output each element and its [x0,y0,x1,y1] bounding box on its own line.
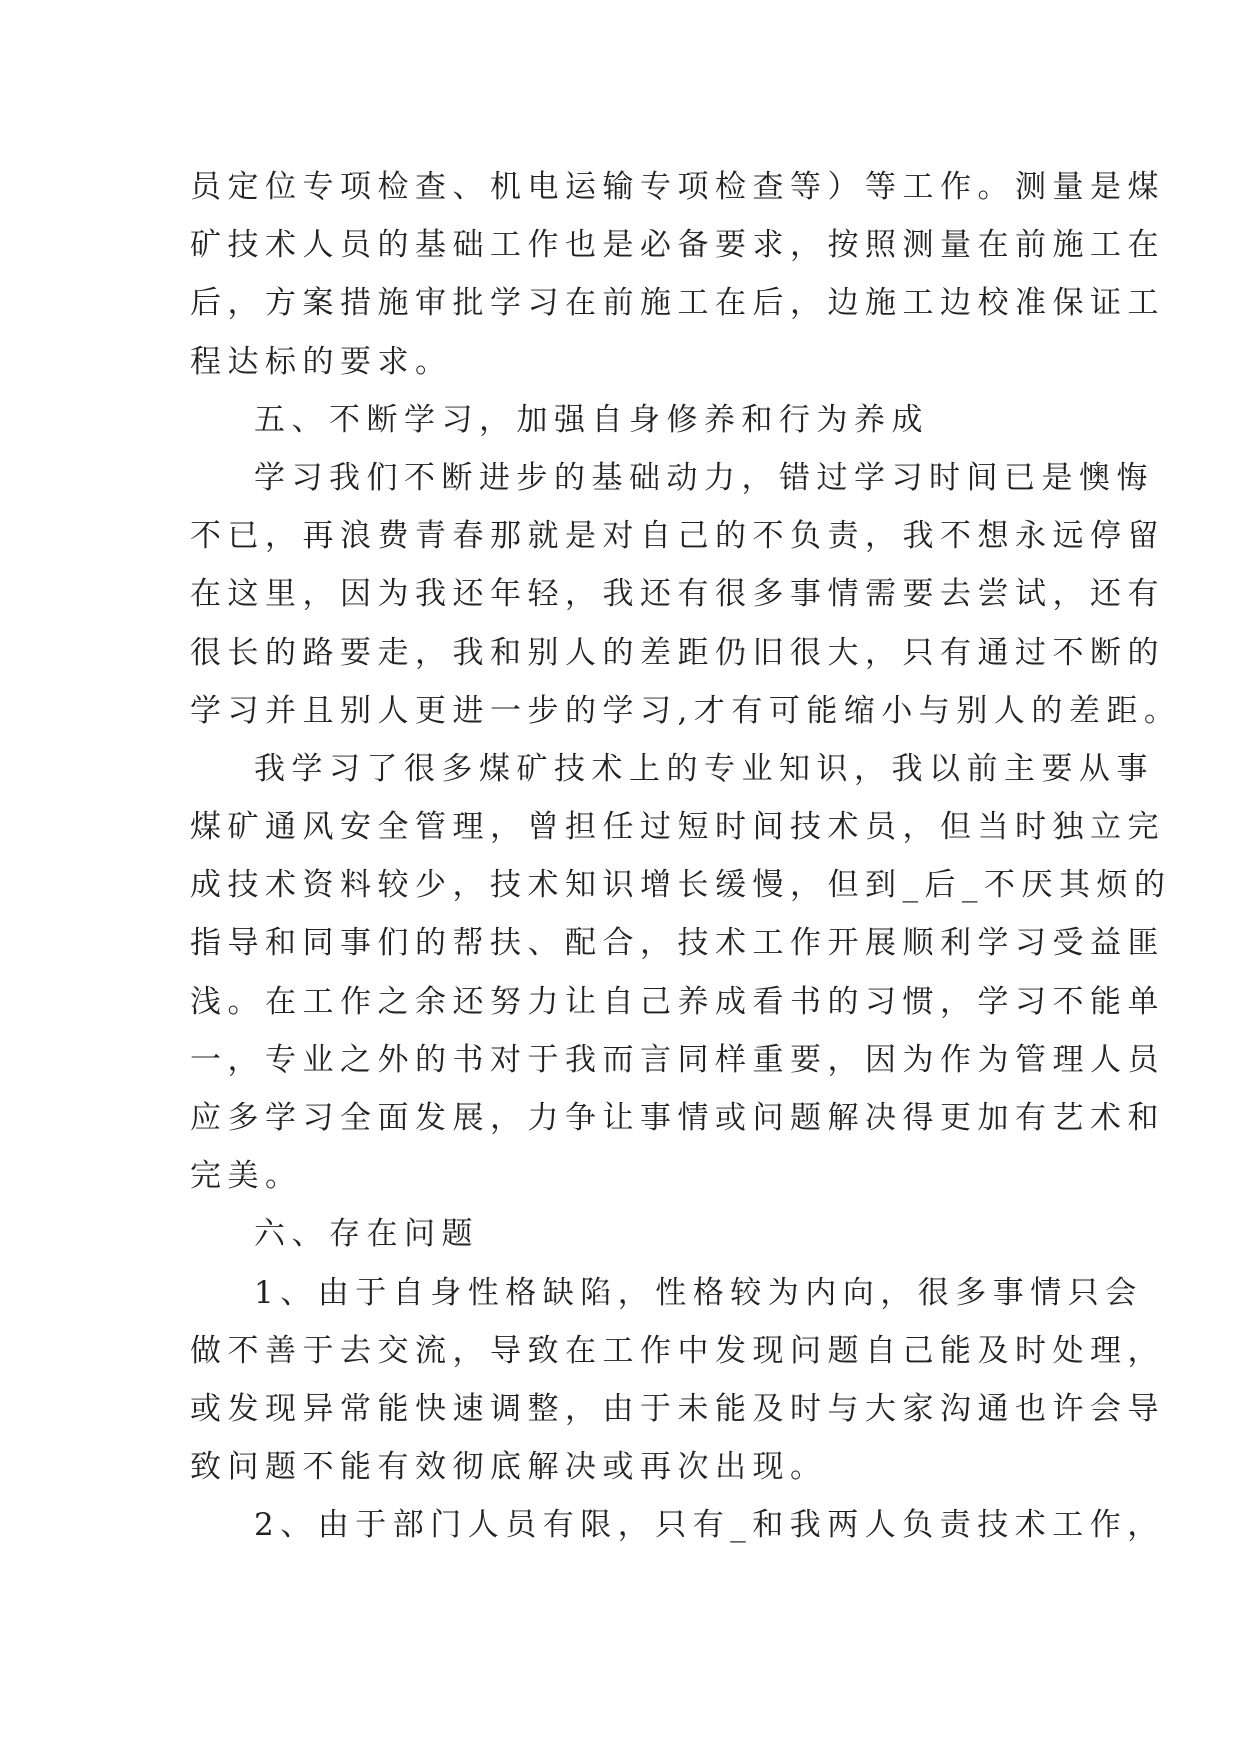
text-line: 指导和同事们的帮扶、配合，技术工作开展顺利学习受益匪 [190,925,1165,962]
text-line: 后，方案措施审批学习在前施工在后，边施工边校准保证工 [190,285,1165,322]
section-heading: 六、存在问题 [254,1216,479,1253]
text-line: 成技术资料较少，技术知识增长缓慢，但到_后_不厌其烦的 [190,867,1172,904]
text-line: 浅。在工作之余还努力让自己养成看书的习惯，学习不能单 [190,983,1165,1020]
text-line: 致问题不能有效彻底解决或再次出现。 [190,1449,828,1486]
text-line: 矿技术人员的基础工作也是必备要求，按照测量在前施工在 [190,227,1165,264]
paragraph-start-line: 我学习了很多煤矿技术上的专业知识，我以前主要从事 [254,750,1154,787]
text-line: 学习并且别人更进一步的学习,才有可能缩小与别人的差距。 [190,692,1182,729]
text-line: 程达标的要求。 [190,343,453,380]
text-line: 一，专业之外的书对于我而言同样重要，因为作为管理人员 [190,1041,1165,1078]
text-line: 或发现异常能快速调整，由于未能及时与大家沟通也许会导 [190,1390,1165,1427]
text-line: 做不善于去交流，导致在工作中发现问题自己能及时处理， [190,1332,1165,1369]
text-line: 很长的路要走，我和别人的差距仍旧很大，只有通过不断的 [190,634,1165,671]
section-heading: 五、不断学习，加强自身修养和行为养成 [254,401,929,438]
paragraph-start-line: 2、由于部门人员有限，只有_和我两人负责技术工作， [254,1507,1165,1544]
text-line: 员定位专项检查、机电运输专项检查等）等工作。测量是煤 [190,169,1165,205]
text-line: 煤矿通风安全管理，曾担任过短时间技术员，但当时独立完 [190,809,1165,846]
paragraph-start-line: 学习我们不断进步的基础动力，错过学习时间已是懊悔 [254,459,1154,496]
text-line: 不已，再浪费青春那就是对自己的不负责，我不想永远停留 [190,518,1165,555]
text-line: 完美。 [190,1158,303,1195]
text-line: 在这里，因为我还年轻，我还有很多事情需要去尝试，还有 [190,576,1165,613]
text-line: 应多学习全面发展，力争让事情或问题解决得更加有艺术和 [190,1100,1165,1136]
paragraph-start-line: 1、由于自身性格缺陷，性格较为内向，很多事情只会 [254,1274,1143,1311]
body-text [190,158,1182,1555]
